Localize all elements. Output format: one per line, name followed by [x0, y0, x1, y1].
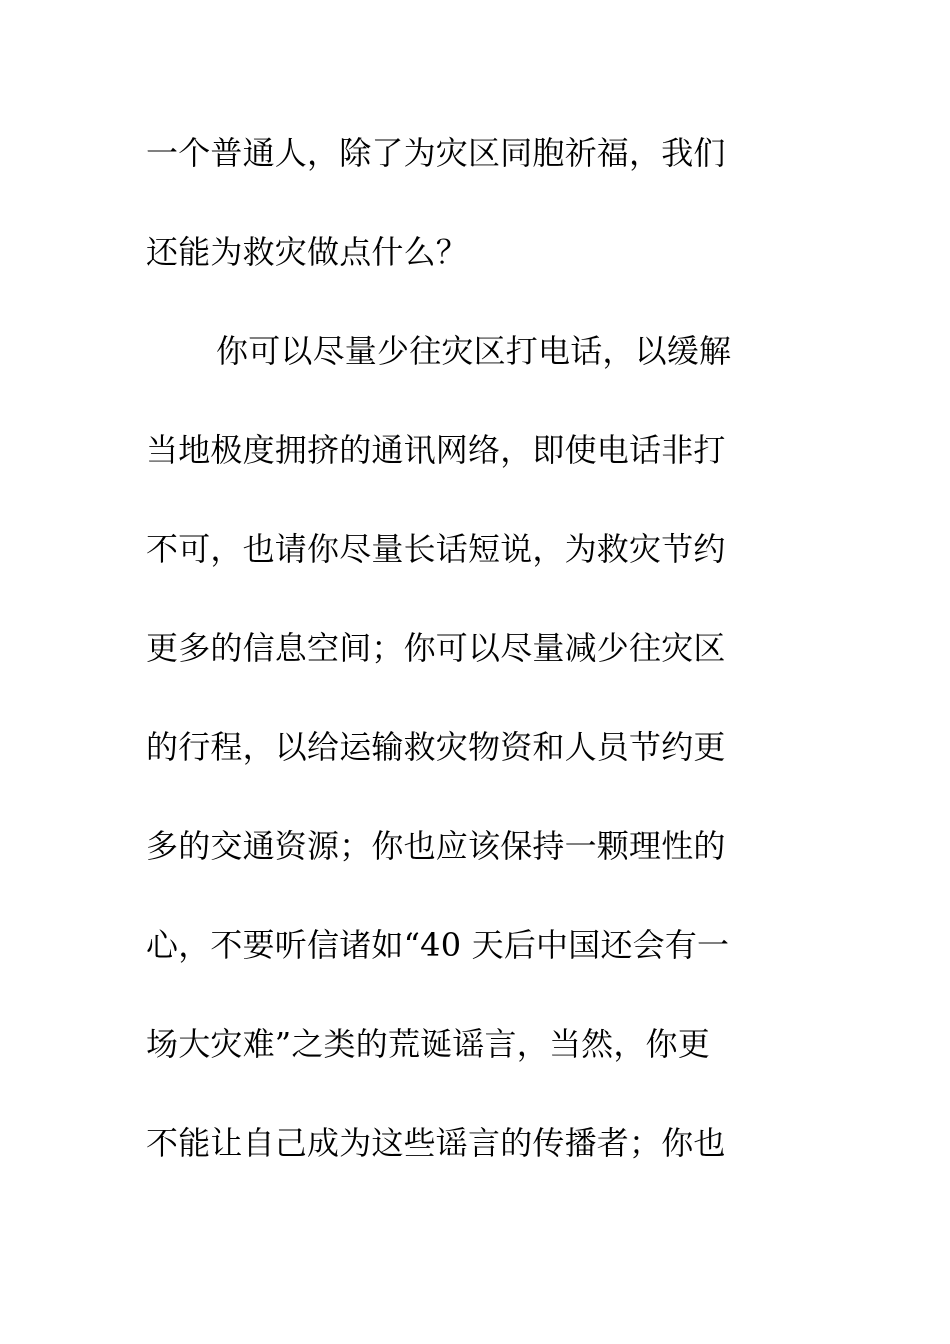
text-line: 一个普通人，除了为灾区同胞祈福，我们 [146, 134, 726, 172]
text-line: 多的交通资源；你也应该保持一颗理性的 [146, 827, 726, 865]
text-line: 不能让自己成为这些谣言的传播者；你也 [146, 1124, 726, 1162]
text-line: 更多的信息空间；你可以尽量减少往灾区 [146, 629, 726, 667]
text-line: 还能为救灾做点什么？ [146, 233, 469, 271]
body-text [146, 120, 806, 1209]
paragraph-start-line: 你可以尽量少往灾区打电话，以缓解 [216, 332, 732, 370]
text-line: 场大灾难”之类的荒诞谣言，当然，你更 [146, 1025, 710, 1063]
text-line: 的行程，以给运输救灾物资和人员节约更 [146, 728, 726, 766]
text-line: 心，不要听信诸如“40 天后中国还会有一 [146, 926, 730, 964]
text-line: 当地极度拥挤的通讯网络，即使电话非打 [146, 431, 726, 469]
text-line: 不可，也请你尽量长话短说，为救灾节约 [146, 530, 726, 568]
